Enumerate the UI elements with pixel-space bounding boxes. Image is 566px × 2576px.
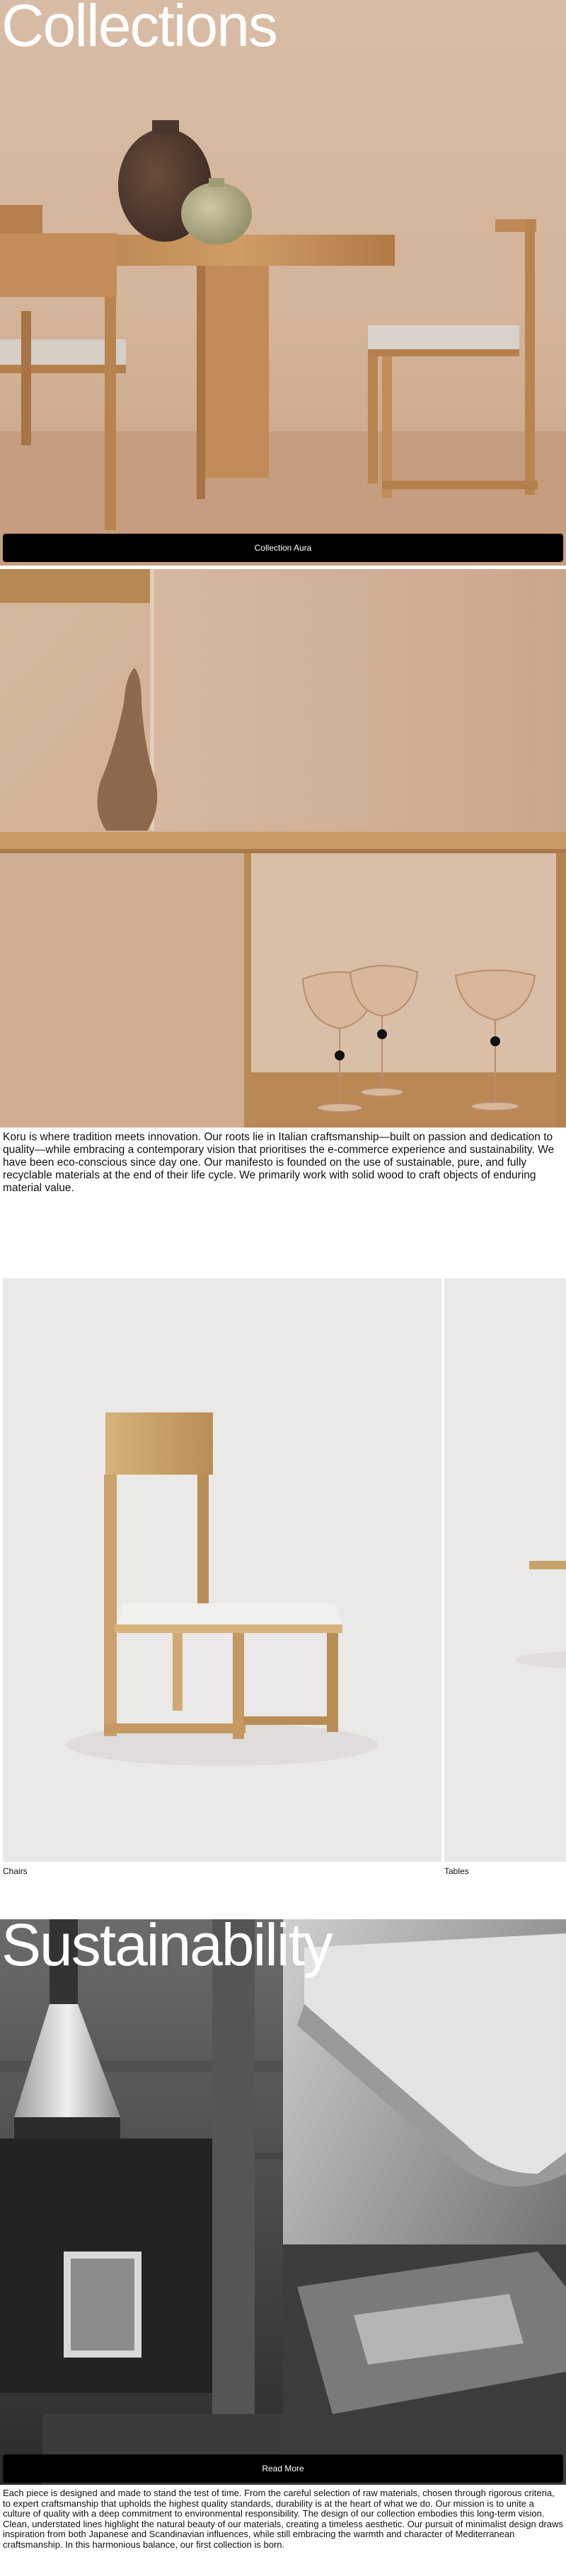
chair-image <box>3 1278 441 1862</box>
sustainability-title: Sustainability <box>1 1919 332 1978</box>
product-label-tables: Tables <box>444 1866 469 1876</box>
product-card-tables[interactable] <box>444 1278 566 1876</box>
collection-aura-button[interactable]: Collection Aura <box>3 534 563 562</box>
read-more-button[interactable]: Read More <box>3 2454 563 2483</box>
sustainability-text: Each piece is designed and made to stand the test of time. From the careful selection of raw materials, chosen through rigorous criteria, to expert craftsmanship that upholds the highest quality standards, durability is at the heart of what we do. Our mission is to unite a culture of quality with a deep commitment to environmental responsibility. The design of our collection embodies this long-term vision. Clean, understated lines highlight the natural beauty of our materials, creating a timeless aesthetic. Our pursuit of minimalist design draws inspiration from both Japanese and Scandinavian influences, while still embracing the warmth and character of Mediterranean craftsmanship. In this harmonious balance, our first collection is born. <box>3 2488 563 2550</box>
product-categories <box>0 1278 566 1886</box>
table-image <box>444 1278 566 1862</box>
sustainability-hero <box>0 1919 566 2485</box>
intro-text: Koru is where tradition meets innovation. Our roots lie in Italian craftsmanship—built on passion and dedication to quality—while embracing a contemporary vision that prioritises the e-commerce experience and sustainability. We have been eco-conscious since day one. Our manifesto is founded on the use of sustainable, pure, and fully recyclable materials at the end of their life cycle. We primarily work with solid wood to craft objects of enduring material value. <box>3 1131 555 1194</box>
workshop-image <box>0 1919 566 2485</box>
page-title: Collections <box>1 0 277 59</box>
hero-image <box>0 0 566 566</box>
product-label-chairs: Chairs <box>3 1866 28 1876</box>
product-card-chairs[interactable] <box>3 1278 441 1876</box>
collections-hero <box>0 0 566 566</box>
shelf-image <box>0 569 566 1128</box>
